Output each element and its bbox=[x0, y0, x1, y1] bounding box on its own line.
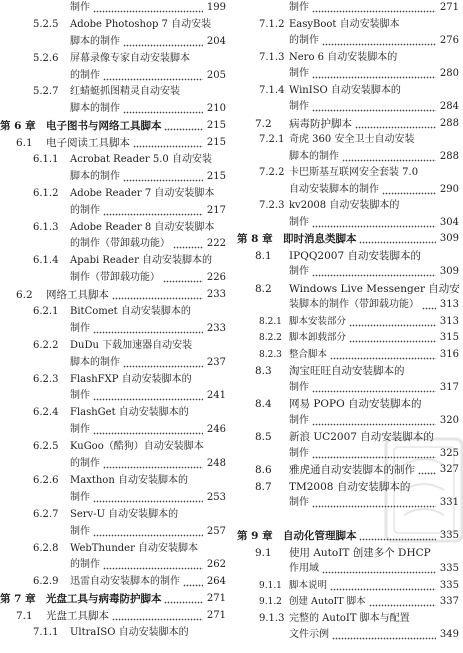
page-number: 335 bbox=[439, 579, 459, 591]
entry-title: 制作 bbox=[289, 497, 309, 508]
entry-title: 制作 bbox=[289, 266, 309, 277]
toc-entry[interactable] bbox=[237, 248, 459, 265]
dot-leader bbox=[330, 347, 436, 364]
toc-entry[interactable] bbox=[0, 287, 226, 304]
entry-title: 脚本说明 bbox=[289, 579, 328, 591]
entry-title: Apabi Reader 自动安装脚本的 bbox=[70, 255, 213, 267]
toc-entry[interactable] bbox=[0, 541, 226, 558]
entry-title: Windows Live Messenger 自动安 bbox=[289, 282, 460, 295]
entry-title: 制作 bbox=[70, 491, 90, 503]
dot-leader bbox=[349, 330, 436, 347]
entry-title: 文件示例 bbox=[289, 629, 329, 640]
toc-entry[interactable] bbox=[0, 68, 226, 85]
dot-leader bbox=[164, 591, 203, 608]
section-number: 8.2 bbox=[255, 282, 272, 295]
page-number: 349 bbox=[439, 629, 459, 640]
dot-leader bbox=[93, 388, 203, 405]
toc-entry[interactable] bbox=[237, 347, 459, 364]
section-number: 9.1 bbox=[255, 546, 272, 559]
entry-title: 光盘工具与病毒防护脚本 bbox=[46, 593, 162, 606]
dot-leader bbox=[312, 495, 436, 512]
toc-chapter-entry[interactable] bbox=[0, 118, 226, 135]
page-number: 331 bbox=[439, 497, 459, 508]
entry-title: Adobe Reader 7 自动安装脚本 bbox=[70, 187, 215, 199]
toc-entry[interactable] bbox=[237, 561, 459, 578]
dot-leader bbox=[93, 524, 203, 541]
page-number: 233 bbox=[206, 289, 226, 301]
entry-title: 制作 bbox=[289, 2, 309, 13]
page-number: 257 bbox=[206, 525, 226, 537]
section-number: 6.2.7 bbox=[33, 508, 59, 520]
dot-leader bbox=[312, 66, 436, 83]
page-number: 237 bbox=[206, 356, 226, 368]
dot-leader bbox=[123, 101, 203, 118]
entry-title: 电子阅读工具脚本 bbox=[46, 137, 130, 150]
toc-entry[interactable] bbox=[0, 34, 226, 51]
dot-leader bbox=[93, 321, 203, 338]
entry-title: 脚本卸载部分 bbox=[289, 332, 347, 343]
entry-title: 脚本安装部分 bbox=[289, 315, 347, 327]
toc-entry[interactable] bbox=[237, 66, 459, 83]
toc-entry[interactable] bbox=[0, 236, 226, 253]
dot-leader bbox=[312, 413, 436, 430]
toc-entry[interactable] bbox=[237, 396, 459, 413]
page-number: 313 bbox=[439, 299, 459, 310]
entry-title: FlashFXP 自动安装脚本的 bbox=[70, 373, 192, 385]
entry-title: 制作 bbox=[70, 390, 90, 402]
toc-entry[interactable] bbox=[0, 608, 226, 625]
page-number: 327 bbox=[439, 464, 459, 475]
dot-leader bbox=[123, 34, 203, 51]
toc-entry[interactable] bbox=[0, 422, 226, 439]
toc-chapter-entry[interactable] bbox=[0, 591, 226, 608]
dot-leader bbox=[312, 215, 436, 232]
dot-leader bbox=[112, 608, 203, 625]
toc-entry[interactable] bbox=[237, 132, 459, 149]
entry-title: 的制作 bbox=[70, 559, 100, 571]
entry-title: 光盘工具脚本 bbox=[46, 610, 109, 623]
toc-entry[interactable] bbox=[237, 429, 459, 446]
entry-title: 即时消息类脚本 bbox=[283, 233, 357, 245]
toc-entry[interactable] bbox=[237, 33, 459, 50]
page-number: 309 bbox=[439, 233, 459, 244]
entry-title: 制作 bbox=[70, 525, 90, 537]
entry-title: Serv-U 自动安装脚本的 bbox=[70, 508, 179, 520]
dot-leader bbox=[382, 182, 436, 199]
toc-entry[interactable] bbox=[237, 165, 459, 182]
section-number: 5.2.6 bbox=[33, 52, 59, 64]
entry-title: 红蜻蜓抓图精灵自动安装 bbox=[70, 86, 180, 98]
page-number: 215 bbox=[206, 170, 226, 182]
section-number: 6.2 bbox=[16, 289, 33, 302]
section-number: 7.1 bbox=[16, 610, 33, 623]
section-number: 8.3 bbox=[255, 365, 272, 377]
entry-title: 脚本的制作 bbox=[70, 170, 120, 182]
dot-leader bbox=[112, 287, 203, 304]
dot-leader bbox=[103, 456, 203, 473]
section-number: 7.1.3 bbox=[259, 51, 285, 63]
page-number: 304 bbox=[439, 216, 459, 228]
entry-title: 奇虎 360 安全卫士自动安装 bbox=[289, 134, 415, 145]
toc-entry[interactable] bbox=[0, 253, 226, 270]
section-number: 7.2.1 bbox=[259, 134, 285, 145]
toc-chapter-entry[interactable] bbox=[237, 528, 459, 545]
toc-entry[interactable] bbox=[237, 182, 459, 199]
dot-leader bbox=[312, 264, 436, 281]
dot-leader bbox=[359, 231, 436, 248]
toc-entry[interactable] bbox=[0, 186, 226, 203]
dot-leader bbox=[103, 203, 203, 220]
entry-title: 制作（带卸载功能） bbox=[70, 272, 160, 284]
toc-entry[interactable] bbox=[237, 413, 459, 430]
entry-title: DuDu 下载加速器自动安装 bbox=[70, 339, 193, 351]
toc-entry[interactable] bbox=[237, 380, 459, 397]
section-number: 7.1.1 bbox=[33, 626, 59, 638]
toc-entry[interactable] bbox=[0, 17, 226, 34]
dot-leader bbox=[103, 68, 203, 85]
toc-entry[interactable] bbox=[0, 270, 226, 287]
page-number: 262 bbox=[206, 559, 226, 571]
section-number: 8.4 bbox=[255, 398, 272, 410]
toc-entry[interactable] bbox=[0, 388, 226, 405]
toc-entry[interactable] bbox=[0, 84, 226, 101]
dot-leader bbox=[418, 462, 436, 479]
entry-title: 制作 bbox=[70, 2, 90, 13]
entry-title: 自动化管理脚本 bbox=[283, 530, 357, 542]
section-number: 6.2.5 bbox=[33, 441, 59, 453]
entry-title: 创建 AutoIT 脚本 bbox=[289, 596, 366, 607]
entry-title: WinISO 自动安装脚本的 bbox=[289, 84, 401, 96]
toc-right-column bbox=[237, 0, 459, 644]
toc-entry[interactable] bbox=[237, 578, 459, 595]
dot-leader bbox=[103, 557, 203, 574]
page-number: 253 bbox=[206, 491, 226, 503]
page-number: 288 bbox=[439, 117, 459, 129]
entry-title: 制作 bbox=[289, 414, 309, 426]
toc-entry[interactable] bbox=[0, 321, 226, 338]
toc-entry[interactable] bbox=[0, 0, 226, 17]
entry-title: 淘宝旺旺自动安装脚本的 bbox=[289, 365, 405, 377]
section-number: 6.1.1 bbox=[33, 154, 59, 166]
page-number: 284 bbox=[439, 101, 459, 112]
toc-entry[interactable] bbox=[237, 0, 459, 17]
section-number: 6.2.2 bbox=[33, 339, 59, 351]
page-number: 204 bbox=[206, 35, 226, 47]
dot-leader bbox=[322, 33, 436, 50]
toc-entry[interactable] bbox=[0, 456, 226, 473]
toc-entry[interactable] bbox=[0, 439, 226, 456]
dot-leader bbox=[93, 0, 203, 17]
toc-entry[interactable] bbox=[0, 203, 226, 220]
dot-leader bbox=[173, 236, 203, 253]
section-number: 6.2.1 bbox=[33, 306, 59, 318]
dot-leader bbox=[123, 355, 203, 372]
chapter-number: 第 7 章 bbox=[0, 593, 36, 606]
dot-leader bbox=[93, 490, 203, 507]
entry-title: 新浪 UC2007 自动安装脚本的 bbox=[289, 431, 434, 443]
page-number: 320 bbox=[439, 414, 459, 426]
page-number: 325 bbox=[439, 447, 459, 459]
toc-entry[interactable] bbox=[0, 490, 226, 507]
entry-title: 迅雷自动安装脚本的制作 bbox=[70, 576, 180, 588]
section-number: 6.2.4 bbox=[33, 407, 59, 419]
dot-leader bbox=[312, 0, 436, 17]
toc-entry[interactable] bbox=[0, 51, 226, 68]
page-number: 280 bbox=[439, 68, 459, 79]
dot-leader bbox=[422, 297, 436, 314]
entry-title: 制作 bbox=[289, 101, 309, 112]
page-number: 288 bbox=[439, 150, 459, 162]
section-number: 5.2.5 bbox=[33, 18, 59, 30]
toc-entry[interactable] bbox=[0, 169, 226, 186]
entry-title: Nero 6 自动安装脚本的 bbox=[289, 51, 398, 63]
toc-entry[interactable] bbox=[0, 135, 226, 152]
entry-title: 制作 bbox=[289, 216, 309, 228]
toc-entry[interactable] bbox=[0, 625, 226, 642]
entry-title: 制作 bbox=[289, 68, 309, 79]
dot-leader bbox=[93, 422, 203, 439]
entry-title: WebThunder 自动安装脚本 bbox=[70, 542, 199, 554]
entry-title: KuGoo（酷狗）自动安装脚本 bbox=[70, 441, 204, 453]
toc-entry[interactable] bbox=[237, 83, 459, 100]
page-number: 309 bbox=[439, 266, 459, 277]
toc-entry[interactable] bbox=[0, 304, 226, 321]
section-number: 5.2.7 bbox=[33, 86, 59, 98]
toc-entry[interactable] bbox=[0, 524, 226, 541]
toc-entry[interactable] bbox=[237, 314, 459, 331]
page-number: 337 bbox=[439, 596, 459, 607]
entry-title: Adobe Photoshop 7 自动安装 bbox=[70, 18, 212, 30]
toc-entry[interactable] bbox=[0, 574, 226, 591]
page-number: 205 bbox=[206, 69, 226, 81]
page-number: 317 bbox=[439, 381, 459, 393]
toc-entry[interactable] bbox=[237, 281, 459, 298]
entry-title: 电子图书与网络工具脚本 bbox=[46, 120, 162, 133]
page-number: 210 bbox=[206, 103, 226, 115]
page-number: 313 bbox=[439, 315, 459, 327]
page-number: 248 bbox=[206, 458, 226, 470]
dot-leader bbox=[133, 135, 203, 152]
entry-title: 制作 bbox=[289, 381, 309, 393]
dot-leader bbox=[312, 99, 436, 116]
toc-entry[interactable] bbox=[237, 198, 459, 215]
entry-title: Adobe Reader 8 自动安装脚本 bbox=[70, 221, 215, 233]
page-number: 315 bbox=[439, 332, 459, 343]
dot-leader bbox=[312, 380, 436, 397]
entry-title: 的制作 bbox=[70, 204, 100, 216]
entry-title: 网络工具脚本 bbox=[46, 289, 109, 302]
page-number: 222 bbox=[206, 238, 226, 250]
page-number: 215 bbox=[206, 137, 226, 149]
dot-leader bbox=[312, 446, 436, 463]
toc-entry[interactable] bbox=[237, 50, 459, 67]
entry-title: UltraISO 自动安装脚本的 bbox=[70, 626, 189, 638]
toc-entry[interactable] bbox=[0, 372, 226, 389]
dot-leader bbox=[332, 627, 436, 644]
entry-title: kv2008 自动安装脚本的 bbox=[289, 200, 400, 211]
entry-title: 制作 bbox=[70, 322, 90, 334]
dot-leader bbox=[355, 116, 436, 133]
toc-entry[interactable] bbox=[237, 512, 459, 529]
page-number: 335 bbox=[439, 563, 459, 574]
entry-title: 使用 AutoIT 创建多个 DHCP bbox=[289, 546, 431, 559]
entry-title: 病毒防护脚本 bbox=[289, 117, 352, 130]
toc-chapter-entry[interactable] bbox=[237, 231, 459, 248]
section-number: 6.1 bbox=[16, 137, 33, 150]
section-number: 7.1.2 bbox=[259, 18, 285, 30]
toc-entry[interactable] bbox=[237, 149, 459, 166]
page-number: 217 bbox=[206, 204, 226, 216]
entry-title: 作用域 bbox=[289, 563, 319, 574]
toc-entry[interactable] bbox=[0, 220, 226, 237]
dot-leader bbox=[342, 149, 436, 166]
toc-left-column bbox=[0, 0, 226, 642]
page-number: 271 bbox=[439, 2, 459, 13]
toc-entry[interactable] bbox=[0, 405, 226, 422]
dot-leader bbox=[330, 578, 436, 595]
section-number: 8.2.2 bbox=[259, 333, 282, 343]
toc-entry[interactable] bbox=[237, 297, 459, 314]
toc-entry[interactable] bbox=[237, 627, 459, 644]
chapter-number: 第 9 章 bbox=[237, 530, 273, 542]
entry-title: 装脚本的制作（带卸载功能） bbox=[289, 299, 419, 310]
page-number: 241 bbox=[206, 390, 226, 402]
section-number: 8.2.1 bbox=[259, 316, 282, 327]
toc-entry[interactable] bbox=[237, 215, 459, 232]
section-number: 6.2.9 bbox=[33, 576, 59, 588]
entry-title: EasyBoot 自动安装脚本 bbox=[289, 18, 400, 30]
dot-leader bbox=[349, 314, 436, 331]
toc-entry[interactable] bbox=[237, 462, 459, 479]
section-number: 8.2.3 bbox=[259, 349, 282, 360]
entry-title: 的制作 bbox=[289, 35, 319, 46]
dot-leader bbox=[359, 528, 436, 545]
toc-entry[interactable] bbox=[237, 330, 459, 347]
section-number: 9.1.2 bbox=[259, 597, 282, 607]
toc-entry[interactable] bbox=[237, 446, 459, 463]
page-number: 290 bbox=[439, 183, 459, 195]
section-number: 6.2.3 bbox=[33, 373, 59, 385]
section-number: 8.5 bbox=[255, 431, 272, 443]
page-number: 199 bbox=[206, 2, 226, 13]
page-number: 335 bbox=[439, 530, 459, 541]
dot-leader bbox=[369, 594, 436, 611]
page-number: 276 bbox=[439, 35, 459, 46]
dot-leader bbox=[163, 270, 203, 287]
entry-title: 制作 bbox=[289, 447, 309, 459]
entry-title: IPQQ2007 自动安装脚本的 bbox=[289, 249, 421, 262]
section-number: 8.7 bbox=[255, 480, 272, 493]
section-number: 6.1.4 bbox=[33, 255, 59, 267]
section-number: 9.1.3 bbox=[259, 612, 285, 624]
toc-entry[interactable] bbox=[237, 495, 459, 512]
section-number: 7.2 bbox=[255, 117, 272, 130]
section-number: 7.1.4 bbox=[259, 84, 285, 96]
entry-title: 的制作（带卸载功能） bbox=[70, 238, 170, 250]
toc-entry[interactable] bbox=[237, 594, 459, 611]
section-number: 7.2.2 bbox=[259, 167, 285, 178]
entry-title: FlashGet 自动安装脚本的 bbox=[70, 407, 189, 419]
entry-title: 雅虎通自动安装脚本的制作 bbox=[289, 464, 415, 476]
entry-title: 脚本的制作 bbox=[289, 150, 339, 162]
entry-title: 的制作 bbox=[70, 458, 100, 470]
page-number: 271 bbox=[206, 593, 226, 605]
page-number: 264 bbox=[206, 576, 226, 588]
section-number: 6.1.2 bbox=[33, 187, 59, 199]
page-number: 215 bbox=[206, 120, 226, 132]
toc-entry[interactable] bbox=[0, 338, 226, 355]
toc-entry[interactable] bbox=[237, 116, 459, 133]
entry-title: 自动安装脚本的制作 bbox=[289, 183, 379, 195]
toc-entry[interactable] bbox=[237, 264, 459, 281]
page-number: 226 bbox=[206, 272, 226, 284]
toc-entry[interactable] bbox=[237, 479, 459, 496]
entry-title: 完整的 AutoIT 脚本与配置 bbox=[289, 612, 410, 624]
page-number: 316 bbox=[439, 348, 459, 360]
toc-entry[interactable] bbox=[237, 99, 459, 116]
section-number: 8.6 bbox=[255, 464, 272, 476]
section-number: 6.2.8 bbox=[33, 542, 59, 554]
dot-leader bbox=[164, 118, 203, 135]
toc-entry[interactable] bbox=[0, 557, 226, 574]
entry-title: 脚本的制作 bbox=[70, 35, 120, 47]
toc-entry[interactable] bbox=[0, 101, 226, 118]
entry-title: Acrobat Reader 5.0 自动安装 bbox=[70, 154, 212, 166]
toc-entry[interactable] bbox=[237, 363, 459, 380]
toc-entry[interactable] bbox=[237, 611, 459, 628]
entry-title: BitComet 自动安装脚本的 bbox=[70, 306, 191, 318]
section-number: 6.2.6 bbox=[33, 474, 59, 486]
chapter-number: 第 6 章 bbox=[0, 120, 36, 133]
entry-title: 脚本的制作 bbox=[70, 356, 120, 368]
entry-title: 的制作 bbox=[70, 69, 100, 81]
page-number: 233 bbox=[206, 322, 226, 334]
toc-entry[interactable] bbox=[0, 507, 226, 524]
toc-entry[interactable] bbox=[0, 355, 226, 372]
section-number: 9.1.1 bbox=[259, 580, 282, 591]
section-number: 8.1 bbox=[255, 249, 272, 262]
dot-leader bbox=[183, 574, 203, 591]
entry-title: 屏幕录像专家自动安装脚本 bbox=[70, 52, 190, 64]
entry-title: 制作 bbox=[70, 424, 90, 436]
entry-title: 卡巴斯基互联网安全套装 7.0 bbox=[289, 167, 419, 178]
page-number: 271 bbox=[206, 610, 226, 622]
entry-title: 脚本的制作 bbox=[70, 103, 120, 115]
toc-entry[interactable] bbox=[237, 17, 459, 34]
entry-title: 整合脚本 bbox=[289, 348, 328, 360]
chapter-number: 第 8 章 bbox=[237, 233, 273, 245]
entry-title: 网易 POPO 自动安装脚本的 bbox=[289, 398, 422, 410]
section-number: 7.2.3 bbox=[259, 200, 285, 211]
page-number: 246 bbox=[206, 424, 226, 436]
dot-leader bbox=[123, 169, 203, 186]
section-number: 6.1.3 bbox=[33, 221, 59, 233]
toc-entry[interactable] bbox=[0, 473, 226, 490]
toc-entry[interactable] bbox=[0, 152, 226, 169]
toc-entry[interactable] bbox=[237, 545, 459, 562]
dot-leader bbox=[322, 561, 436, 578]
entry-title: Maxthon 自动安装脚本的 bbox=[70, 474, 188, 486]
entry-title: TM2008 自动安装脚本的 bbox=[289, 480, 411, 493]
